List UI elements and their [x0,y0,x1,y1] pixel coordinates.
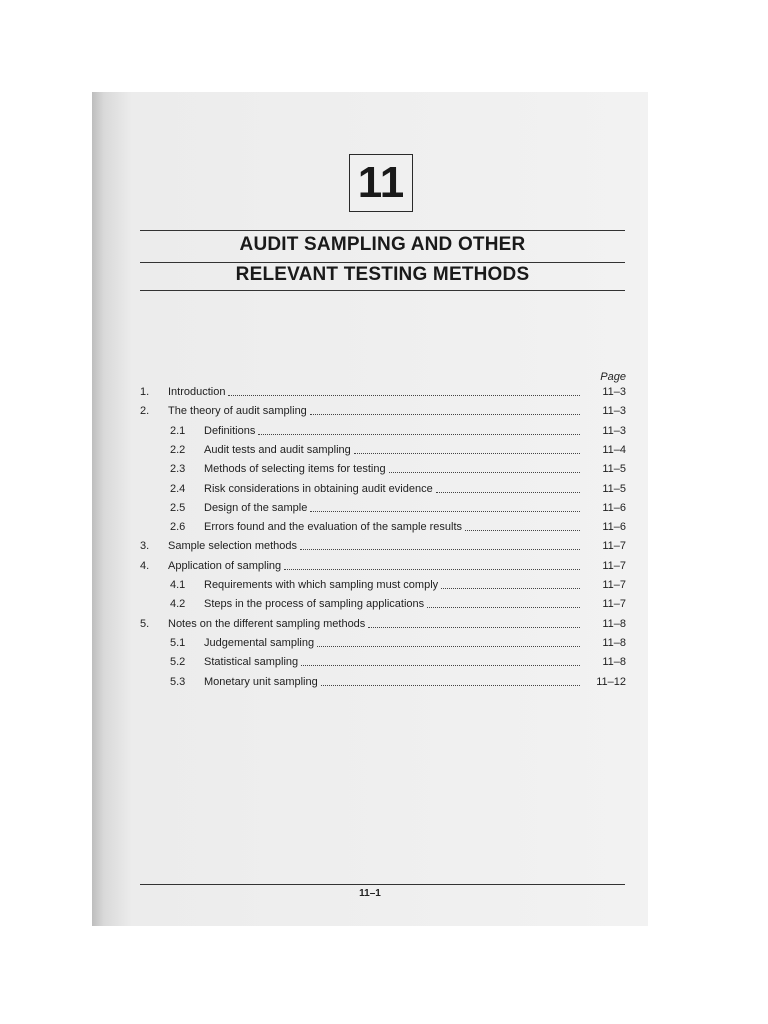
footer-rule [140,884,625,885]
toc-entry-title: Notes on the different sampling methods [168,617,366,630]
toc-entry-number: 2.6 [170,521,186,534]
toc-entry-page: 11–7 [602,559,626,572]
toc-entry [92,540,648,558]
toc-entry-leader-dots [465,530,580,531]
toc-entry-leader-dots [321,685,580,686]
toc-entry [92,656,648,674]
toc-entry-page: 11–7 [602,579,626,591]
toc-entry-title: Steps in the process of sampling applications [204,598,425,611]
toc-entry-leader-dots [258,434,580,435]
footer-page-number: 11–1 [359,888,381,899]
toc-entry [92,579,648,597]
toc-entry-number: 5.3 [170,675,186,688]
toc-entry-page: 11–4 [602,443,626,456]
toc-entry [92,598,648,616]
toc-entry-title: Design of the sample [204,501,308,514]
toc-entry-page: 11–5 [602,463,626,476]
toc-entry-leader-dots [436,492,580,493]
toc-entry-number: 3. [140,540,150,553]
chapter-number-box: 11 [349,154,413,212]
toc-entry [92,560,648,578]
toc-entry-leader-dots [317,646,580,647]
toc-entry-leader-dots [301,665,580,666]
toc-entry [92,502,648,520]
toc-entry-page: 11–8 [602,617,626,630]
toc-entry [92,463,648,481]
toc-entry-leader-dots [427,607,580,608]
toc-page-column-label: Page [600,371,626,383]
toc-entry-page: 11–3 [602,386,626,398]
toc-entry [92,483,648,501]
toc-entry-page: 11–12 [596,675,626,688]
toc-entry-number: 2.5 [170,501,186,514]
toc-entry-number: 2.1 [170,424,186,437]
toc-entry [92,386,648,404]
toc-entry-title: Methods of selecting items for testing [204,463,386,476]
toc-entry-number: 4. [140,559,150,572]
toc-entry-title: Definitions [204,424,256,437]
toc-entry-leader-dots [354,453,580,454]
toc-entry-page: 11–6 [602,501,626,514]
toc-entry [92,521,648,539]
document-page [92,92,648,926]
toc-entry-number: 2. [140,405,150,418]
toc-entry-number: 5.2 [170,656,186,669]
toc-entry-title: Errors found and the evaluation of the sample results [204,521,463,534]
toc-entry-page: 11–5 [602,482,626,495]
chapter-title-line-1: AUDIT SAMPLING AND OTHER [239,234,526,255]
toc-entry-page: 11–8 [602,656,626,669]
toc-entry [92,405,648,423]
toc-entry-page: 11–8 [602,636,626,649]
toc-entry-title: Risk considerations in obtaining audit evidence [204,482,433,495]
table-of-contents [92,92,648,926]
toc-entry-leader-dots [441,588,580,589]
toc-entry-number: 5.1 [170,636,186,649]
toc-entry-page: 11–3 [602,424,626,437]
toc-entry-number: 2.3 [170,463,186,476]
toc-entry-number: 4.2 [170,598,186,611]
toc-entry-number: 5. [140,617,150,630]
toc-entry-title: The theory of audit sampling [168,405,307,418]
toc-entry-leader-dots [310,414,580,415]
toc-entry-title: Requirements with which sampling must comply [204,579,439,591]
toc-entry [92,425,648,443]
toc-entry-title: Judgemental sampling [204,636,315,649]
toc-entry [92,676,648,694]
toc-entry-page: 11–7 [602,540,626,553]
toc-entry-leader-dots [389,472,580,473]
toc-entry-title: Statistical sampling [204,656,299,669]
toc-entry-page: 11–6 [602,521,626,534]
toc-entry-page: 11–3 [602,405,626,418]
toc-entry [92,618,648,636]
chapter-title-line-2: RELEVANT TESTING METHODS [235,264,530,285]
toc-entry-page: 11–7 [602,598,626,611]
toc-entry-number: 1. [140,386,150,398]
toc-entry-leader-dots [228,395,580,396]
toc-entry-number: 4.1 [170,579,186,591]
toc-entry [92,637,648,655]
toc-entry-leader-dots [368,627,580,628]
toc-entry-title: Application of sampling [168,559,282,572]
toc-entry-title: Sample selection methods [168,540,298,553]
toc-entry-title: Audit tests and audit sampling [204,443,351,456]
toc-entry-title: Introduction [168,386,226,398]
toc-entry [92,444,648,462]
toc-entry-leader-dots [300,549,580,550]
toc-entry-number: 2.2 [170,443,186,456]
toc-entry-number: 2.4 [170,482,186,495]
toc-entry-title: Monetary unit sampling [204,675,318,688]
toc-entry-leader-dots [310,511,580,512]
toc-entry-leader-dots [284,569,580,570]
